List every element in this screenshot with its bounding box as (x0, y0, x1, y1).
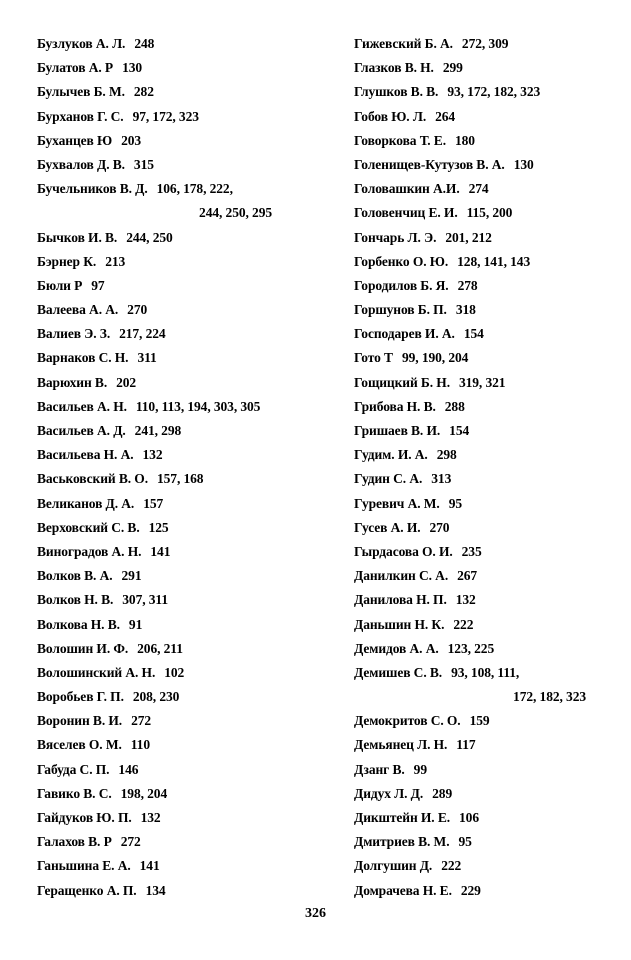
author-name: Булычев Б. М. (37, 84, 125, 100)
page-references: 154 (449, 423, 470, 438)
page-references: 313 (431, 471, 452, 487)
page-references: 93, 108, 111, (451, 664, 520, 680)
index-entry (354, 879, 624, 903)
index-entry (37, 177, 332, 201)
index-entry (354, 613, 624, 637)
author-name: Дмитриев В. М. (354, 834, 450, 850)
author-name: Верховский С. В. (37, 519, 140, 535)
author-name: Бурханов Г. С. (37, 108, 124, 124)
index-entry (354, 250, 624, 274)
page-references: 132 (142, 447, 163, 463)
author-name: Воронин В. И. (37, 713, 123, 729)
index-entry (354, 371, 624, 395)
index-entry (354, 56, 624, 80)
page-references: 97 (91, 277, 105, 293)
author-name: Демьянец Л. Н. (354, 737, 448, 753)
index-entry (354, 637, 624, 661)
index-entry (37, 661, 332, 685)
index-entry (37, 733, 332, 757)
index-entry (354, 177, 624, 201)
index-entry (354, 588, 624, 612)
page-references: 102 (164, 664, 185, 680)
page-references: 229 (460, 882, 481, 898)
page-references: 318 (455, 302, 476, 318)
page-references: 272 (120, 834, 141, 850)
page-references: 99 (413, 761, 427, 777)
page-references: 291 (121, 568, 142, 584)
index-entry (37, 298, 332, 322)
page-references: 134 (145, 882, 166, 898)
index-entry (354, 346, 624, 370)
author-name: Долгушин Д. (354, 858, 433, 874)
page-references: 95 (458, 834, 472, 850)
page-references: 141 (150, 543, 171, 559)
index-entry (354, 540, 624, 564)
author-name: Волошин И. Ф. (37, 640, 129, 656)
author-name: Господарев И. А. (354, 326, 455, 342)
index-entry (37, 685, 332, 709)
index-entry (354, 492, 624, 516)
index-entry (37, 854, 332, 878)
author-name: Геращенко А. П. (37, 882, 137, 898)
author-name: Бухвалов Д. В. (37, 156, 125, 172)
page-references: 217, 224 (119, 326, 166, 342)
page-references: 241, 298 (134, 423, 182, 438)
index-entry (37, 637, 332, 661)
page-references: 198, 204 (120, 785, 168, 801)
index-entry (354, 32, 624, 56)
index-entry (37, 516, 332, 540)
author-name: Гырдасова О. И. (354, 543, 453, 559)
index-entry (37, 250, 332, 274)
page-references: 222 (441, 858, 462, 874)
page-references: 128, 141, 143 (457, 253, 531, 269)
author-name: Гощицкий Б. Н. (354, 374, 450, 390)
index-entry (37, 564, 332, 588)
index-entry (37, 56, 332, 80)
author-name: Васильев А. Д. (37, 423, 126, 438)
page-references: 311 (137, 350, 157, 366)
page-references: 172, 182, 323 (513, 689, 586, 705)
page-references: 222 (453, 616, 474, 632)
page-references: 289 (432, 785, 453, 801)
page-number: 326 (305, 906, 326, 921)
index-entry (354, 733, 624, 757)
author-name: Варюхин В. (37, 374, 108, 390)
author-name: Вяселев О. М. (37, 737, 122, 753)
author-name: Ганьшина Е. А. (37, 858, 131, 874)
index-entry (354, 782, 624, 806)
page-references: 91 (128, 616, 143, 632)
index-entry (37, 80, 332, 104)
index-entry (354, 443, 624, 467)
author-name: Гижевский Б. А. (354, 36, 453, 51)
page-references: 93, 172, 182, 323 (447, 84, 541, 100)
page-references: 132 (455, 592, 476, 608)
author-name: Домрачева Н. Е. (354, 882, 452, 898)
author-name: Волков В. А. (37, 568, 113, 584)
author-name: Габуда С. П. (37, 761, 110, 777)
author-name: Гончарь Л. Э. (354, 229, 437, 245)
index-entry (354, 298, 624, 322)
index-entry (37, 201, 332, 225)
index-entry (37, 395, 332, 419)
index-entry (354, 322, 624, 346)
index-entry (37, 226, 332, 250)
author-name: Дикштейн И. Е. (354, 810, 451, 825)
index-entry (354, 661, 624, 685)
author-name: Говоркова Т. Е. (354, 132, 446, 148)
index-entry (37, 371, 332, 395)
author-name: Гайдуков Ю. П. (37, 810, 132, 825)
page-references: 208, 230 (132, 689, 180, 705)
index-entry (354, 226, 624, 250)
index-entry (354, 274, 624, 298)
author-name: Васильев А. Н. (37, 398, 127, 414)
index-entry (354, 419, 624, 443)
page-references: 99, 190, 204 (401, 350, 469, 366)
page-references: 159 (469, 713, 490, 729)
author-name: Волкова Н. В. (37, 616, 120, 632)
page-references: 157, 168 (157, 471, 204, 487)
author-name: Гудин С. А. (354, 471, 423, 487)
author-name: Воробьев Г. П. (37, 689, 124, 705)
author-name: Гудим. И. А. (354, 447, 428, 463)
page-references: 299 (442, 60, 463, 76)
page-references: 244, 250 (126, 229, 173, 245)
index-entry (37, 588, 332, 612)
page-references: 202 (116, 374, 137, 390)
author-name: Демидов А. А. (354, 640, 439, 656)
author-name: Великанов Д. А. (37, 495, 135, 511)
author-name: Головенчиц Е. И. (354, 205, 458, 221)
author-name: Глушков В. В. (354, 84, 439, 100)
index-entry (37, 419, 332, 443)
index-entry (37, 806, 332, 830)
author-name: Волошинский А. Н. (37, 664, 156, 680)
author-name: Булатов А. Р (37, 60, 114, 76)
index-entry (37, 443, 332, 467)
page-references: 141 (139, 858, 160, 874)
index-entry (354, 105, 624, 129)
author-name: Валиев Э. З. (37, 326, 111, 342)
author-name: Демокритов С. О. (354, 713, 461, 729)
index-entry (37, 782, 332, 806)
page-references: 132 (140, 810, 161, 825)
author-name: Васьковский В. О. (37, 471, 148, 487)
author-name: Волков Н. В. (37, 592, 114, 608)
page-references: 270 (429, 519, 450, 535)
author-name: Бучельников В. Д. (37, 181, 148, 197)
page-references: 110, 113, 194, 303, 305 (135, 398, 261, 414)
index-entry (37, 492, 332, 516)
author-name: Гусев А. И. (354, 519, 421, 535)
author-name: Демишев С. В. (354, 664, 443, 680)
page-references: 288 (444, 398, 465, 414)
index-entry (354, 395, 624, 419)
author-name: Гобов Ю. Л. (354, 108, 427, 124)
page-references: 307, 311 (122, 592, 168, 608)
index-entry (37, 346, 332, 370)
author-name: Данилова Н. П. (354, 592, 447, 608)
page-references: 206, 211 (137, 640, 183, 656)
index-entry (354, 153, 624, 177)
page-references: 125 (148, 519, 169, 535)
page-references: 146 (118, 761, 139, 777)
page-references: 130 (513, 156, 534, 172)
index-entry (354, 854, 624, 878)
page-references: 180 (455, 132, 475, 148)
index-entry (37, 830, 332, 854)
author-name: Галахов В. Р (37, 834, 112, 850)
index-entry (37, 613, 332, 637)
index-entry (354, 80, 624, 104)
page-references: 248 (134, 36, 155, 51)
page-references: 201, 212 (445, 229, 492, 245)
author-name: Гуревич А. М. (354, 495, 440, 511)
page-references: 154 (463, 326, 484, 342)
index-entry (354, 806, 624, 830)
author-name: Грибова Н. В. (354, 398, 436, 414)
author-name: Варнаков С. Н. (37, 350, 129, 366)
right-column (354, 32, 624, 903)
page-references: 315 (133, 156, 154, 172)
page-references: 203 (121, 132, 142, 148)
author-name: Гришаев В. И. (354, 423, 441, 438)
index-entry (354, 758, 624, 782)
author-name: Городилов Б. Я. (354, 277, 449, 293)
author-name: Бычков И. В. (37, 229, 118, 245)
page-references: 157 (143, 495, 164, 511)
page-references: 244, 250, 295 (199, 205, 272, 221)
page-references: 319, 321 (458, 374, 506, 390)
page-references: 106, 178, 222, (156, 181, 233, 197)
author-name: Голенищев-Кутузов В. А. (354, 156, 505, 172)
page-references: 272, 309 (461, 36, 509, 51)
author-name: Бэрнер К. (37, 253, 97, 269)
author-name: Горбенко О. Ю. (354, 253, 449, 269)
page-references: 235 (461, 543, 482, 559)
page-references: 278 (457, 277, 478, 293)
index-entry (37, 758, 332, 782)
author-name: Валеева А. А. (37, 302, 119, 318)
index-entry (37, 32, 332, 56)
index-entry (37, 879, 332, 903)
index-entry (37, 467, 332, 491)
page-references: 282 (133, 84, 154, 100)
index-entry (354, 709, 624, 733)
index-entry (37, 709, 332, 733)
index-entry (37, 322, 332, 346)
author-name: Виноградов А. Н. (37, 543, 142, 559)
page-references: 213 (105, 253, 126, 269)
author-name: Гавико В. С. (37, 785, 112, 801)
index-entry (37, 153, 332, 177)
page-references: 264 (435, 108, 456, 124)
author-name: Глазков В. Н. (354, 60, 434, 76)
author-name: Даньшин Н. К. (354, 616, 445, 632)
author-name: Васильева Н. А. (37, 447, 134, 463)
page-references: 267 (457, 568, 478, 584)
author-name: Головашкин А.И. (354, 181, 460, 197)
author-name: Бузлуков А. Л. (37, 36, 126, 51)
author-name: Бюли Р (37, 277, 83, 293)
page-references: 130 (122, 60, 143, 76)
index-entry (37, 274, 332, 298)
author-name: Буханцев Ю (37, 132, 113, 148)
page-references: 110 (130, 737, 150, 753)
index-entry (354, 685, 624, 709)
page-references: 115, 200 (466, 205, 513, 221)
author-name: Гото Т (354, 350, 393, 366)
index-entry (354, 129, 624, 153)
page-references: 95 (448, 495, 463, 511)
index-entry (354, 467, 624, 491)
page-references: 298 (436, 447, 457, 463)
page-references: 274 (468, 181, 489, 197)
author-name: Данилкин С. А. (354, 568, 449, 584)
author-name: Дидух Л. Д. (354, 785, 424, 801)
index-entry (37, 129, 332, 153)
page-references: 106 (459, 810, 479, 825)
index-entry (37, 540, 332, 564)
page-references: 270 (127, 302, 148, 318)
author-name: Дзанг В. (354, 761, 405, 777)
index-entry (354, 201, 624, 225)
index-entry (37, 105, 332, 129)
page-references: 97, 172, 323 (132, 108, 199, 124)
page-references: 117 (456, 737, 476, 753)
index-entry (354, 830, 624, 854)
page-references: 272 (131, 713, 152, 729)
index-entry (354, 516, 624, 540)
index-entry (354, 564, 624, 588)
left-column (37, 32, 332, 903)
page-references: 123, 225 (447, 640, 495, 656)
author-name: Горшунов Б. П. (354, 302, 447, 318)
